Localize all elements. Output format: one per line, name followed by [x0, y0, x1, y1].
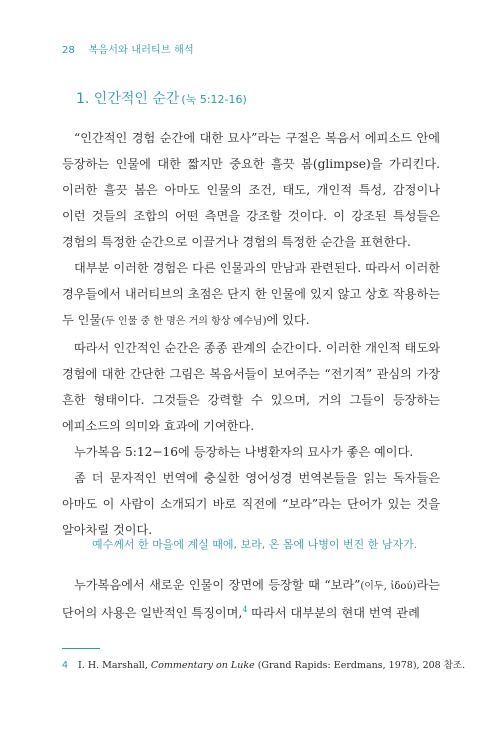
greek-note: (이두, ἰδού)	[360, 581, 417, 592]
paragraph-1: “인간적인 경험 순간에 대한 묘사”라는 구절은 복음서 에피소드 안에 등장하는 인물에 대한 짧지만 중요한 흘끗 봄(glimpse)을 가리킨다. 이러한 흘끗 봄은 아마도 인물의 조건, 태도, 개인적 특성, 감정이나 이런 것들의 조합의 어떤 측면을 강조할 것이다. 이 강조된 특성들은 경험의 특정한 순간으로 이끌거나 경험의 특정한 순간을 표현한다.	[62, 131, 440, 249]
paragraph-6-start: 누가복음에서 새로운 인물이 장면에 등장할 때 “보라”	[74, 578, 361, 592]
paragraph-5: 좀 더 문자적인 번역에 충실한 영어성경 번역본들을 읽는 독자들은 아마도 이 사람이 소개되기 바로 직전에 “보라”라는 단어가 있는 것을 알아차릴 것이다.	[62, 471, 440, 537]
paragraph-6-tail: 따라서 대부분의 현대 번역 관례	[247, 606, 420, 620]
paragraph-4: 누가복음 5:12−16에 등장하는 나병환자의 묘사가 좋은 예이다.	[74, 445, 414, 459]
section-heading	[76, 88, 247, 108]
paragraph-6-middle: 라는 단어의 사용은 일반적인 특징이며,	[62, 578, 440, 620]
paragraph-2-main: 대부분 이러한 경험은 다른 인물과의 만남과 관련된다. 따라서 이러한 경우들에서 내러티브의 초점은 단지 한 인물에 있지 않고 상호 작용하는 두 인물	[62, 261, 440, 327]
footnote-divider	[62, 648, 100, 649]
page-number: 28	[62, 45, 76, 56]
scripture-quote: 예수께서 한 마을에 계실 때에, 보라, 온 몸에 나병이 번진 한 남자가.	[92, 538, 418, 551]
paragraph-2-end: 에 있다.	[266, 313, 310, 327]
body-text-continued	[62, 572, 440, 626]
paragraph-6	[62, 572, 440, 626]
footnote-number: 4	[62, 660, 69, 671]
paragraph-2-note: (두 인물 중 한 명은 거의 항상 예수님)	[101, 316, 267, 327]
running-head	[62, 41, 194, 56]
paragraph-3: 따라서 인간적인 순간은 종종 관계의 순간이다. 이러한 개인적 태도와 경험에 대한 간단한 그림은 복음서들이 보여주는 “전기적” 관심의 가장 흔한 형태이다. 그것들은 강력할 수 있으며, 거의 그들이 등장하는 에피소드의 의미와 효과에 기여한다.	[62, 341, 440, 433]
section-title: 1. 인간적인 순간	[76, 91, 180, 107]
footnote-rest: (Grand Rapids: Eerdmans, 1978), 208 참조.	[254, 660, 466, 671]
section-reference: (눅 5:12-16)	[181, 93, 247, 106]
book-title: 복음서와 내러티브 해석	[88, 45, 194, 56]
footnote	[62, 657, 465, 671]
footnote-author: I. H. Marshall,	[78, 660, 151, 671]
body-text	[62, 125, 440, 543]
paragraph-2	[62, 255, 440, 335]
footnote-marker[interactable]: 4	[242, 604, 248, 614]
footnote-title: Commentary on Luke	[150, 660, 255, 671]
